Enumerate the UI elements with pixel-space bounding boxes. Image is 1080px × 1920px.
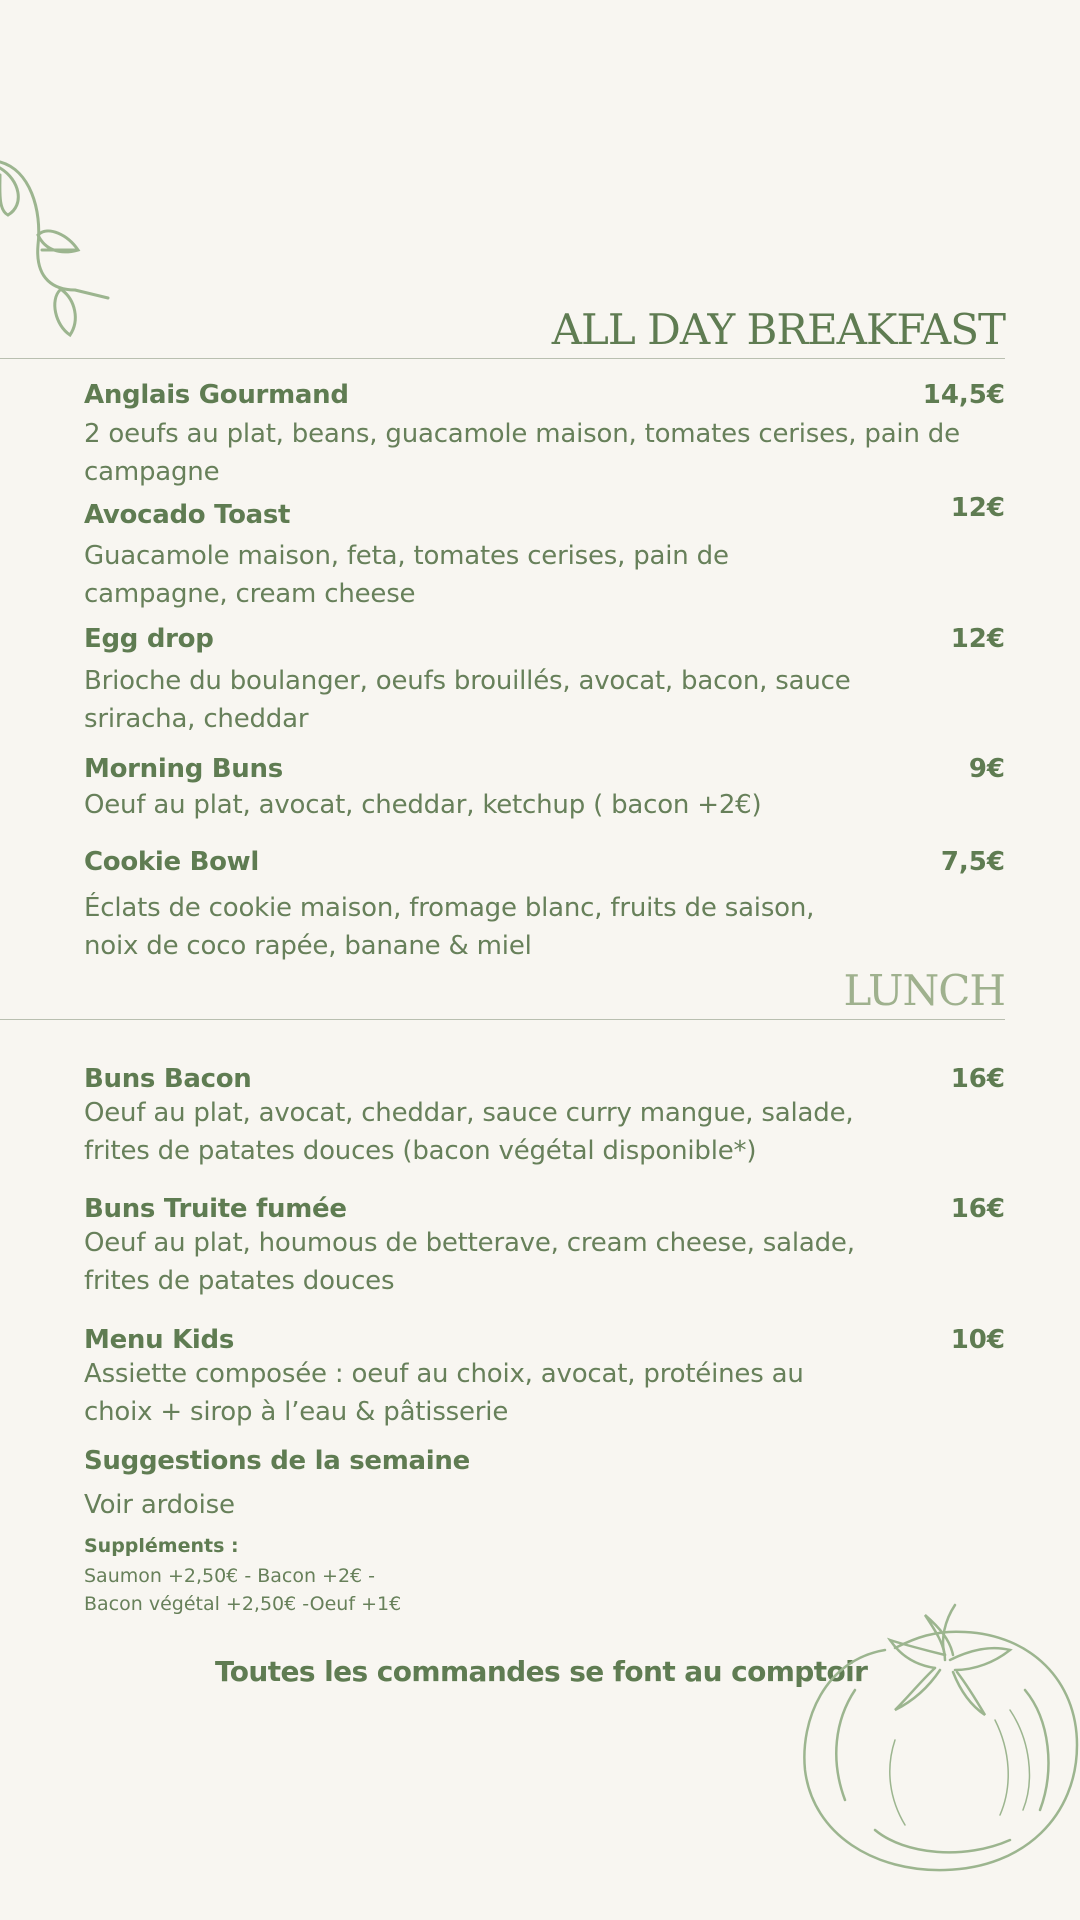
item-description: 2 oeufs au plat, beans, guacamole maison, tomates cerises, pain de campagne: [84, 419, 960, 487]
item-price: 16€: [950, 1064, 1005, 1094]
item-price: 16€: [950, 1194, 1005, 1224]
item-name: Egg drop: [84, 624, 214, 654]
item-name: Morning Buns: [84, 754, 283, 784]
item-price: 9€: [968, 754, 1005, 784]
tomato-illustration: [795, 1600, 1080, 1875]
item-name: Menu Kids: [84, 1325, 235, 1355]
item-price: 10€: [950, 1325, 1005, 1355]
item-price: 14,5€: [922, 380, 1005, 410]
supplements-title: Suppléments :: [84, 1535, 239, 1557]
item-price: 12€: [950, 624, 1005, 654]
order-notice: Toutes les commandes se font au comptoir: [215, 1655, 868, 1688]
breakfast-divider: [0, 358, 1005, 359]
item-description: Guacamole maison, feta, tomates cerises, pain de campagne, cream cheese: [84, 541, 729, 609]
item-description: Voir ardoise: [84, 1490, 235, 1520]
lunch-divider: [0, 1019, 1005, 1020]
item-price: 7,5€: [940, 847, 1005, 877]
item-description: Assiette composée : oeuf au choix, avocat, protéines au choix + sirop à l’eau & pâtisserie: [84, 1359, 804, 1427]
breakfast-title: ALL DAY BREAKFAST: [551, 305, 1005, 354]
item-name: Anglais Gourmand: [84, 380, 349, 410]
item-name: Avocado Toast: [84, 500, 291, 530]
item-name: Cookie Bowl: [84, 847, 260, 877]
item-name: Buns Bacon: [84, 1064, 252, 1094]
item-name: Buns Truite fumée: [84, 1194, 347, 1224]
lunch-title: LUNCH: [843, 966, 1005, 1015]
supplements-text: Saumon +2,50€ - Bacon +2€ - Bacon végétal +2,50€ -Oeuf +1€: [84, 1565, 402, 1615]
item-description: Oeuf au plat, houmous de betterave, cream cheese, salade, frites de patates douces: [84, 1228, 855, 1296]
item-description: Éclats de cookie maison, fromage blanc, fruits de saison, noix de coco rapée, banane & miel: [84, 893, 815, 961]
item-name: Suggestions de la semaine: [84, 1446, 470, 1476]
item-description: Oeuf au plat, avocat, cheddar, ketchup ( bacon +2€): [84, 790, 762, 820]
item-description: Brioche du boulanger, oeufs brouillés, avocat, bacon, sauce sriracha, cheddar: [84, 666, 851, 734]
item-description: Oeuf au plat, avocat, cheddar, sauce curry mangue, salade, frites de patates douces (bacon végétal disponible*): [84, 1098, 854, 1166]
vine-leaf-icon: [0, 150, 115, 340]
item-price: 12€: [950, 493, 1005, 523]
